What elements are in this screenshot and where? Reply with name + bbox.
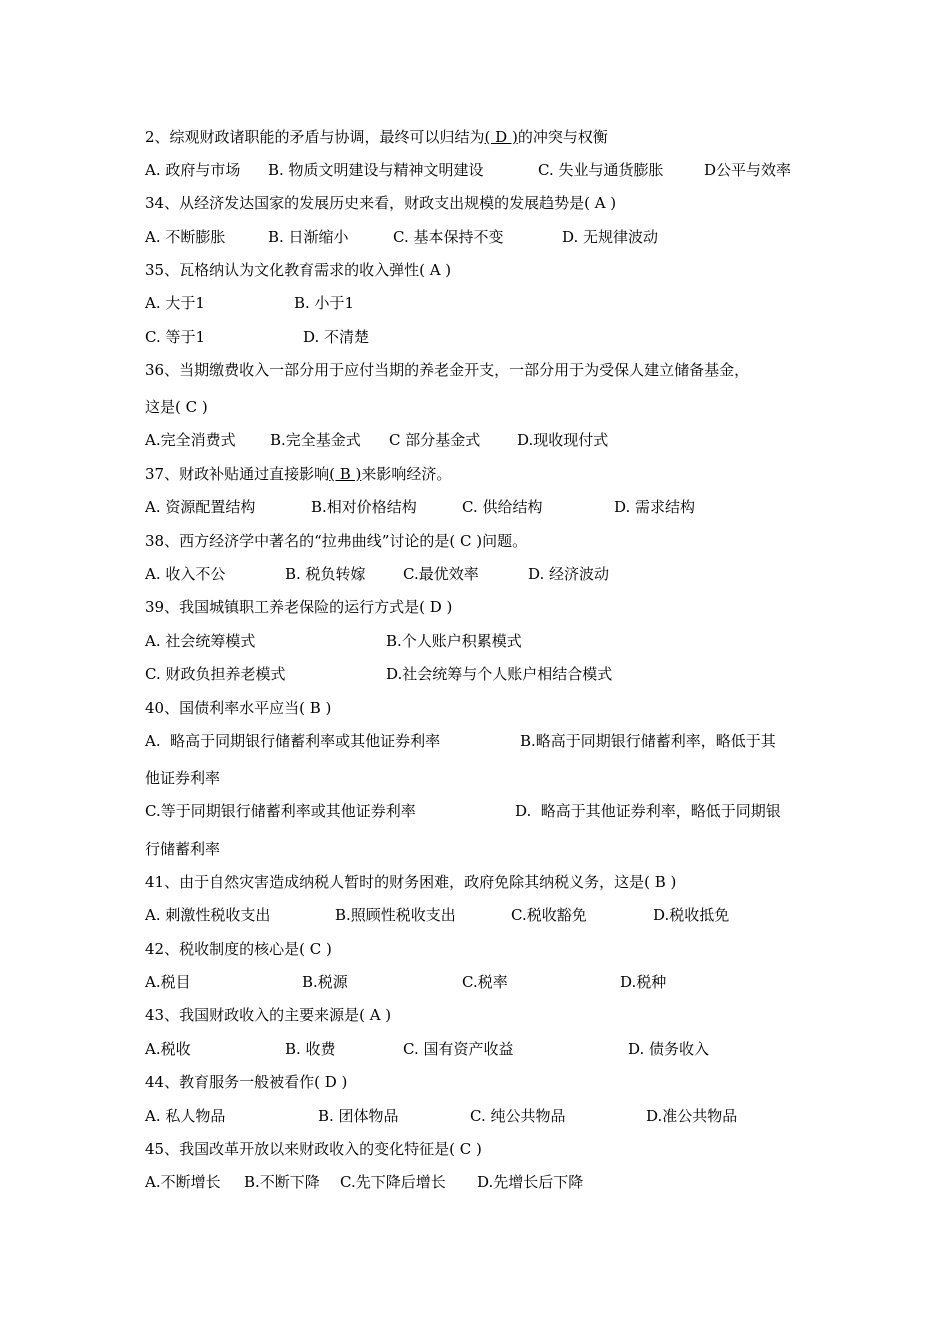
stem-text: 来影响经济。 — [361, 465, 452, 483]
stem-text: 2、综观财政诸职能的矛盾与协调，最终可以归结为 — [145, 128, 485, 146]
question-40-option-b: B.略高于同期银行储蓄利率，略低于其 — [520, 732, 776, 750]
question-45-option-d: D.先增长后下降 — [477, 1173, 584, 1191]
question-37-option-a: A. 资源配置结构 — [145, 498, 256, 516]
question-45-stem: 45、我国改革开放以来财政收入的变化特征是( C ) — [145, 1140, 482, 1158]
question-36-option-b: B.完全基金式 — [270, 431, 361, 449]
question-35-option-b: B. 小于1 — [294, 294, 355, 312]
question-35-stem: 35、瓦格纳认为文化教育需求的收入弹性( A ) — [145, 261, 452, 279]
question-34-option-c: C. 基本保持不变 — [393, 228, 504, 246]
question-2-stem — [145, 125, 608, 149]
answer-mark: ( D ) — [484, 128, 518, 146]
question-43-stem: 43、我国财政收入的主要来源是( A ) — [145, 1006, 392, 1024]
question-2-option-c: C. 失业与通货膨胀 — [538, 161, 664, 179]
question-41-stem: 41、由于自然灾害造成纳税人暂时的财务困难，政府免除其纳税义务，这是( B ) — [145, 873, 677, 891]
question-45-option-b: B.不断下降 — [244, 1173, 320, 1191]
question-45-option-c: C.先下降后增长 — [340, 1173, 446, 1191]
question-43-option-d: D. 债务收入 — [628, 1040, 710, 1058]
question-41-option-b: B.照顾性税收支出 — [335, 906, 456, 924]
question-42-option-b: B.税源 — [302, 973, 348, 991]
question-39-option-c: C. 财政负担养老模式 — [145, 665, 286, 683]
question-42-option-c: C.税率 — [462, 973, 508, 991]
question-37-option-d: D. 需求结构 — [614, 498, 696, 516]
question-36-option-d: D.现收现付式 — [517, 431, 609, 449]
question-35-option-c: C. 等于1 — [145, 328, 206, 346]
question-40-option-c: C.等于同期银行储蓄利率或其他证券利率 — [145, 802, 416, 820]
question-44-stem: 44、教育服务一般被看作( D ) — [145, 1073, 348, 1091]
question-42-option-a: A.税目 — [145, 973, 191, 991]
question-34-option-b: B. 日渐缩小 — [268, 228, 349, 246]
question-39-option-d: D.社会统筹与个人账户相结合模式 — [386, 665, 613, 683]
question-36-option-c: C 部分基金式 — [389, 431, 481, 449]
question-43-option-b: B. 收费 — [285, 1040, 336, 1058]
question-44-option-d: D.准公共物品 — [646, 1107, 738, 1125]
question-36-stem-line1: 36、当期缴费收入一部分用于应付当期的养老金开支，一部分用于为受保人建立储备基金， — [145, 361, 750, 379]
question-40-option-d-cont: 行储蓄利率 — [145, 840, 221, 858]
question-41-option-c: C.税收豁免 — [511, 906, 587, 924]
question-39-option-b: B.个人账户积累模式 — [386, 632, 522, 650]
question-39-option-a: A. 社会统筹模式 — [145, 632, 256, 650]
question-38-stem: 38、西方经济学中著名的“拉弗曲线”讨论的是( C )问题。 — [145, 532, 528, 550]
question-2-option-b: B. 物质文明建设与精神文明建设 — [268, 161, 484, 179]
question-38-option-b: B. 税负转嫁 — [285, 565, 366, 583]
question-2-option-a: A. 政府与市场 — [145, 161, 241, 179]
question-40-option-a: A. 略高于同期银行储蓄利率或其他证券利率 — [145, 732, 441, 750]
question-35-option-a: A. 大于1 — [145, 294, 205, 312]
question-36-option-a: A.完全消费式 — [145, 431, 236, 449]
question-44-option-a: A. 私人物品 — [145, 1107, 226, 1125]
question-34-stem: 34、从经济发达国家的发展历史来看，财政支出规模的发展趋势是( A ) — [145, 194, 617, 212]
question-37-option-c: C. 供给结构 — [462, 498, 543, 516]
question-40-option-d: D. 略高于其他证券利率，略低于同期银 — [515, 802, 781, 820]
question-36-stem-line2: 这是( C ) — [145, 398, 208, 416]
question-44-option-b: B. 团体物品 — [318, 1107, 399, 1125]
question-44-option-c: C. 纯公共物品 — [470, 1107, 566, 1125]
question-35-option-d: D. 不清楚 — [303, 328, 370, 346]
question-42-stem: 42、税收制度的核心是( C ) — [145, 940, 332, 958]
question-38-option-d: D. 经济波动 — [528, 565, 610, 583]
question-34-option-a: A. 不断膨胀 — [145, 228, 226, 246]
question-37-option-b: B.相对价格结构 — [311, 498, 417, 516]
answer-mark: ( B ) — [329, 465, 362, 483]
question-43-option-a: A.税收 — [145, 1040, 191, 1058]
question-40-option-b-cont: 他证券利率 — [145, 769, 221, 787]
stem-text: 的冲突与权衡 — [517, 128, 608, 146]
question-45-option-a: A.不断增长 — [145, 1173, 221, 1191]
question-41-option-d: D.税收抵免 — [653, 906, 730, 924]
stem-text: 37、财政补贴通过直接影响 — [145, 465, 330, 483]
question-43-option-c: C. 国有资产收益 — [403, 1040, 514, 1058]
question-2-option-d: D公平与效率 — [704, 161, 792, 179]
question-37-stem — [145, 462, 451, 486]
question-38-option-a: A. 收入不公 — [145, 565, 226, 583]
question-41-option-a: A. 刺激性税收支出 — [145, 906, 271, 924]
question-42-option-d: D.税种 — [620, 973, 667, 991]
question-38-option-c: C.最优效率 — [403, 565, 479, 583]
question-39-stem: 39、我国城镇职工养老保险的运行方式是( D ) — [145, 598, 453, 616]
question-40-stem: 40、国债利率水平应当( B ) — [145, 699, 332, 717]
question-34-option-d: D. 无规律波动 — [562, 228, 659, 246]
